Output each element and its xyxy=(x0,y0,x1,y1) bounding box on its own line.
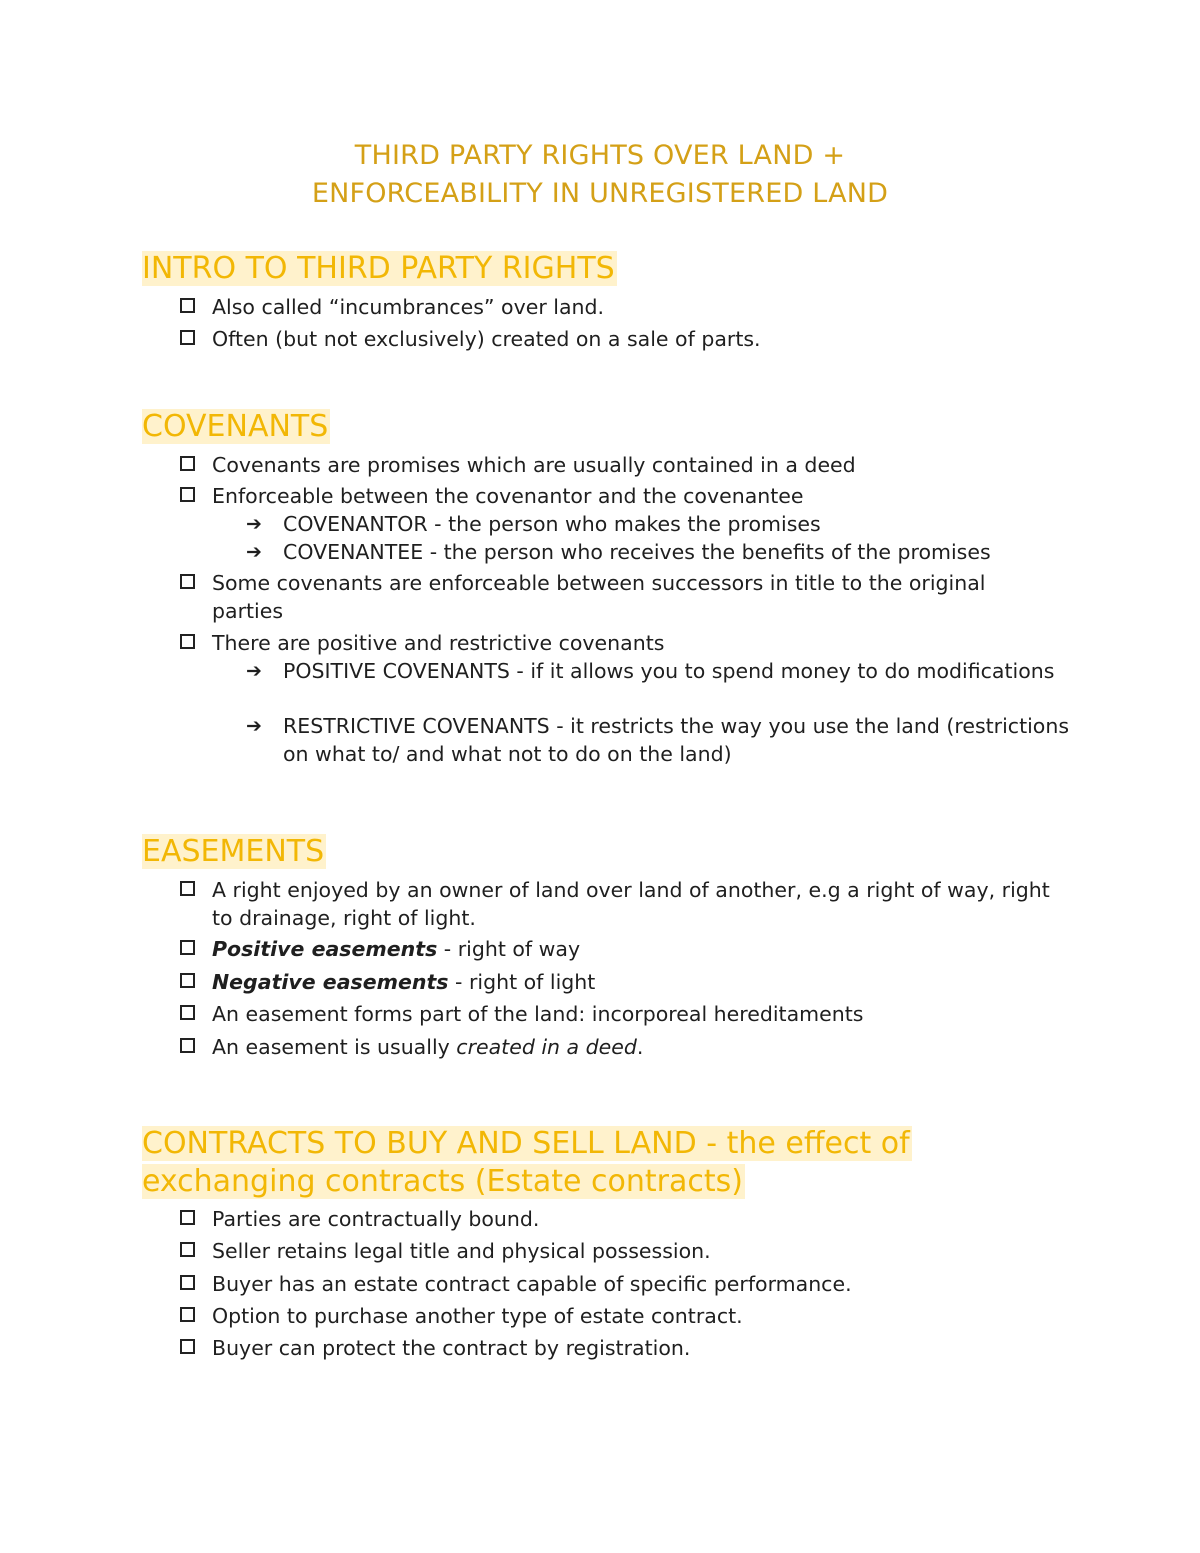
document-title xyxy=(0,137,1200,213)
list-item: A right enjoyed by an owner of land over land of another, e.g a right of way, right to drainage, right of light. xyxy=(180,876,1060,932)
list-item: Seller retains legal title and physical possession. xyxy=(180,1237,1060,1265)
checkbox-icon xyxy=(180,487,195,502)
list-item: An easement is usually created in a deed. xyxy=(180,1033,1060,1061)
list-item: There are positive and restrictive covenants xyxy=(180,629,1060,657)
checkbox-icon xyxy=(180,298,195,313)
list-item: Often (but not exclusively) created on a sale of parts. xyxy=(180,325,1060,353)
section-heading-covenants: COVENANTS xyxy=(142,409,329,444)
sub-list-item: ➔ POSITIVE COVENANTS - if it allows you to spend money to do modifications xyxy=(246,659,1055,683)
list-item: Positive easements - right of way xyxy=(180,935,1060,963)
sub-list-item: ➔ COVENANTOR - the person who makes the promises xyxy=(246,512,821,536)
checkbox-icon xyxy=(180,456,195,471)
list-item: Option to purchase another type of estate contract. xyxy=(180,1302,1060,1330)
title-line-2: ENFORCEABILITY IN UNREGISTERED LAND xyxy=(311,178,889,209)
right-arrow-icon: ➔ xyxy=(246,715,262,737)
checkbox-icon xyxy=(180,1210,195,1225)
checkbox-icon xyxy=(180,881,195,896)
checkbox-icon xyxy=(180,1307,195,1322)
positive-easements-term: Positive easements xyxy=(212,937,438,961)
right-arrow-icon: ➔ xyxy=(246,660,262,682)
list-item: Buyer has an estate contract capable of specific performance. xyxy=(180,1270,1060,1298)
right-arrow-icon: ➔ xyxy=(246,513,262,535)
section-heading-easements: EASEMENTS xyxy=(142,834,325,869)
checkbox-icon xyxy=(180,1038,195,1053)
list-item: Covenants are promises which are usually contained in a deed xyxy=(180,451,1060,479)
checkbox-icon xyxy=(180,330,195,345)
sub-list-item: ➔ COVENANTEE - the person who receives the benefits of the promises xyxy=(246,540,991,564)
checkbox-icon xyxy=(180,574,195,589)
list-item: Some covenants are enforceable between successors in title to the original parties xyxy=(180,569,1060,625)
negative-easements-term: Negative easements xyxy=(212,970,449,994)
sub-list-item: ➔ RESTRICTIVE COVENANTS - it restricts the way you use the land (restrictions on what to/ and what not to do on the land) xyxy=(246,714,1070,766)
checkbox-icon xyxy=(180,973,195,988)
checkbox-icon xyxy=(180,634,195,649)
checkbox-icon xyxy=(180,1275,195,1290)
list-item: Also called “incumbrances” over land. xyxy=(180,293,1060,321)
list-item: Enforceable between the covenantor and the covenantee xyxy=(180,482,1060,510)
title-line-1: THIRD PARTY RIGHTS OVER LAND + xyxy=(354,140,846,171)
checkbox-icon xyxy=(180,1242,195,1257)
section-heading-contracts: CONTRACTS TO BUY AND SELL LAND - the effect of exchanging contracts (Estate contracts) xyxy=(142,1126,910,1199)
checkbox-icon xyxy=(180,1339,195,1354)
list-item: An easement forms part of the land: incorporeal hereditaments xyxy=(180,1000,1060,1028)
right-arrow-icon: ➔ xyxy=(246,541,262,563)
section-heading-intro: INTRO TO THIRD PARTY RIGHTS xyxy=(142,251,615,286)
checkbox-icon xyxy=(180,940,195,955)
list-item: Buyer can protect the contract by registration. xyxy=(180,1334,1060,1362)
list-item: Negative easements - right of light xyxy=(180,968,1060,996)
checkbox-icon xyxy=(180,1005,195,1020)
list-item: Parties are contractually bound. xyxy=(180,1205,1060,1233)
